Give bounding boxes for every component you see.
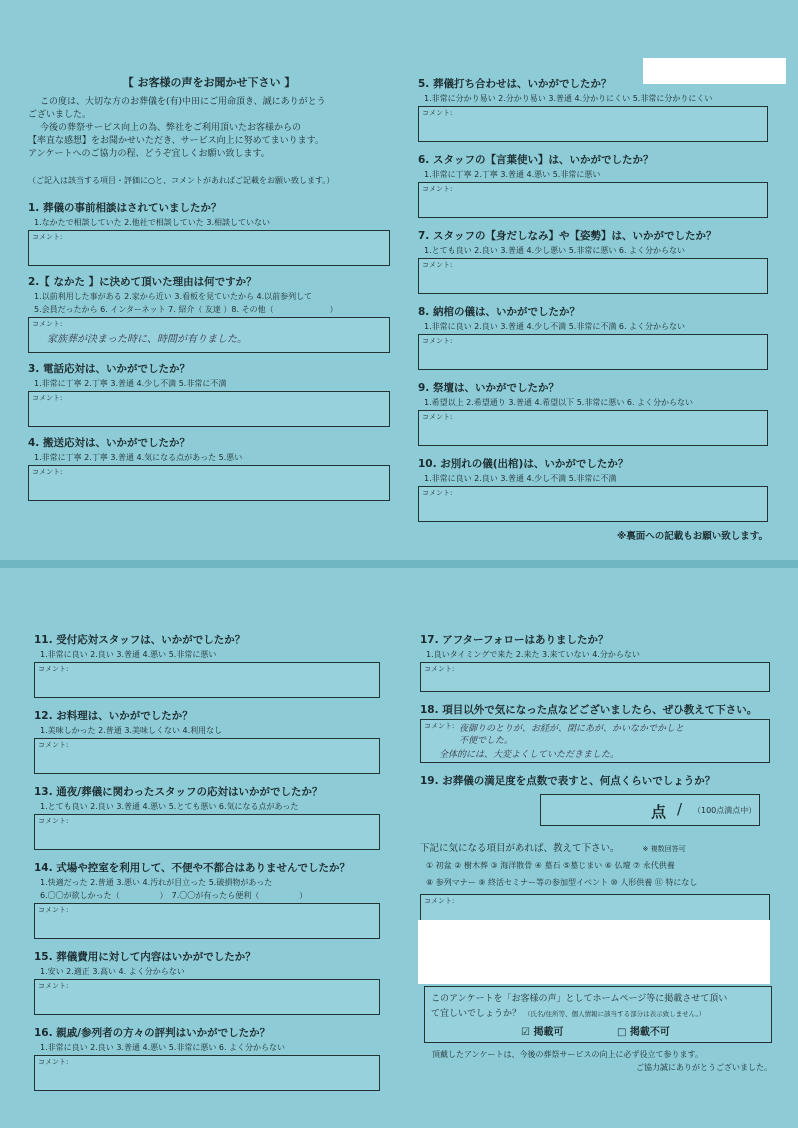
question-options[interactable]: 1.安い 2.適正 3.高い 4. よく分からない [40,967,185,976]
publish-consent-box [424,986,772,1043]
comment-box[interactable] [28,230,390,266]
comment-label: コメント: [38,817,69,825]
comment-box[interactable] [420,719,770,763]
question-options[interactable]: 1.なかたで相談していた 2.他社で相談していた 3.相談していない [34,218,270,227]
comment-label: コメント: [32,320,63,328]
question-15 [34,949,380,1015]
comment-box[interactable] [418,410,768,446]
concern-options-row-2[interactable]: ⑧ 参列マナー ⑨ 終活セミナー等の参加型イベント ⑩ 人形供養 ⑪ 特になし [426,878,698,887]
comment-box[interactable] [418,486,768,522]
comment-label: コメント: [424,665,455,673]
question-4 [28,435,390,501]
question-13 [34,784,380,850]
question-options[interactable]: 1.非常に丁寧 2.丁寧 3.普通 4.気になる点があった 5.悪い [34,453,243,462]
question-options[interactable]: 1.非常に良い 2.良い 3.普通 4.悪い 5.非常に悪い 6. よく分からない [40,1043,286,1052]
comment-box[interactable] [34,738,380,774]
score-max: （100点満点中） [693,806,757,815]
question-8 [418,304,768,370]
question-options[interactable]: 1.美味しかった 2.普通 3.美味しくない 4.利用なし [40,726,223,735]
question-19 [420,773,770,826]
question-options[interactable]: 1.希望以上 2.希望通り 3.普通 4.希望以下 5.非常に悪い 6. よく分からない [424,398,694,407]
comment-label: コメント: [32,233,63,241]
redacted-box [418,920,770,984]
comment-box[interactable] [420,662,770,692]
question-options[interactable]: 1.非常に良い 2.良い 3.普通 4.少し不満 5.非常に不満 [424,474,617,483]
comment-label: コメント: [38,906,69,914]
question-2 [28,274,390,353]
concern-lead [420,840,770,854]
publish-section [424,986,772,1073]
handwritten-comment: 家族葬が決まった時に、時間が有りました。 [47,334,247,345]
intro-line-3: 今後の葬祭サービス向上の為、弊社をご利用頂いたお客様からの [40,123,302,133]
score-slash: / [677,800,683,818]
question-12 [34,708,380,774]
publish-question-line-2 [431,1006,765,1019]
score-unit: 点 [651,803,667,821]
comment-label: コメント: [422,185,453,193]
question-text: 6. スタッフの【言葉使い】は、いかがでしたか？ [418,154,654,166]
question-options-2[interactable]: 5.会員だったから 6. インターネット 7. 紹介（ 友達 ）8. その他（ ） [34,305,338,314]
publish-question-2: て宜しいでしょうか？ [431,1009,522,1019]
question-text: 10. お別れの儀(出棺)は、いかがでしたか？ [418,458,629,470]
question-text: 15. 葬儀費用に対して内容はいかがでしたか？ [34,951,256,963]
question-11 [34,632,380,698]
question-text: 8. 納棺の儀は、いかがでしたか？ [418,306,580,318]
intro-line-1: この度は、大切な方のお葬儀を(有)中田にご用命頂き、誠にありがとう [40,97,326,107]
comment-box[interactable] [34,979,380,1015]
question-text: 19. お葬儀の満足度を点数で表すと、何点くらいでしょうか？ [420,775,716,787]
question-6 [418,152,768,218]
comment-box[interactable] [28,317,390,353]
question-3 [28,361,390,427]
comment-box[interactable] [34,1055,380,1091]
question-text: 13. 通夜/葬儀に関わったスタッフの応対はいかがでしたか？ [34,786,323,798]
publish-ng-checkbox[interactable]: □ 掲載不可 [616,1027,670,1038]
question-options-2[interactable]: 6.〇〇が欲しかった（ ） 7.〇〇が有ったら便利（ ） [40,891,308,900]
comment-box[interactable] [418,258,768,294]
question-5 [418,76,768,142]
back-left-column [34,632,380,1097]
question-options[interactable]: 1.とても良い 2.良い 3.普通 4.少し悪い 5.非常に悪い 6. よく分からない [424,246,686,255]
question-text: 9. 祭壇は、いかがでしたか？ [418,382,559,394]
front-left-column [28,74,390,507]
survey-title: 【 お客様の声をお聞かせ下さい 】 [122,76,296,89]
question-text: 4. 搬送応対は、いかがでしたか？ [28,437,190,449]
intro-line-4: 【率直な感想】をお聞かせいただき、サービス向上に努めてまいります。 [28,136,324,146]
question-text: 1. 葬儀の事前相談はされていましたか？ [28,202,222,214]
comment-box[interactable] [34,903,380,939]
comment-label: コメント: [38,982,69,990]
question-options[interactable]: 1.とても良い 2.良い 3.普通 4.悪い 5.とても悪い 6.気になる点があった [40,802,299,811]
question-text: 18. 項目以外で気になった点などございましたら、ぜひ教えて下さい。 [420,704,758,716]
comment-label: コメント: [422,489,453,497]
comment-label: コメント: [424,897,455,905]
question-text: 5. 葬儀打ち合わせは、いかがでしたか？ [418,78,612,90]
comment-label: コメント: [422,413,453,421]
comment-box[interactable] [28,391,390,427]
score-box[interactable] [540,794,760,826]
comment-box[interactable] [34,662,380,698]
comment-label: コメント: [422,337,453,345]
question-18 [420,702,770,763]
comment-label: コメント: [38,665,69,673]
comment-label: コメント: [32,468,63,476]
handwritten-comment-2: 不便でした。 [459,736,514,746]
question-9 [418,380,768,446]
thanks-line-1: 頂戴したアンケートは、今後の葬祭サービスの向上に必ず役立て参ります。 [432,1050,703,1059]
comment-label: コメント: [32,394,63,402]
question-options[interactable]: 1.快適だった 2.普通 3.悪い 4.汚れが目立った 5.破損物があった [40,878,273,887]
comment-box[interactable] [34,814,380,850]
concern-multi: ※ 複数回答可 [642,845,686,853]
question-options[interactable]: 1.非常に良い 2.良い 3.普通 4.悪い 5.非常に悪い [40,650,217,659]
question-options[interactable]: 1.非常に丁寧 2.丁寧 3.普通 4.少し不満 5.非常に不満 [34,379,227,388]
intro-line-5: アンケートへのご協力の程、どうぞ宜しくお願い致します。 [28,149,270,159]
comment-label: コメント: [424,722,455,730]
instruction-note: （ご記入は該当する項目・評価に○と、コメントがあればご記載をお願い致します。） [28,176,335,185]
question-text: 11. 受付応対スタッフは、いかがでしたか？ [34,634,246,646]
question-options[interactable]: 1.以前利用した事がある 2.家から近い 3.看板を見ていたから 4.以前参列して [34,292,313,301]
question-options[interactable]: 1.非常に良い 2.良い 3.普通 4.少し不満 5.非常に不満 6. よく分からない [424,322,686,331]
question-14 [34,860,380,939]
question-text: 3. 電話応対は、いかがでしたか？ [28,363,190,375]
handwritten-comment-3: 全体的には、大変よくしていただきました。 [439,750,620,760]
question-text: 17. アフターフォローはありましたか？ [420,634,609,646]
publish-note: （氏名/住所等、個人情報に該当する部分は表示致しません。） [523,1010,706,1018]
page-divider [0,560,798,568]
back-right-column [420,632,770,928]
question-options[interactable]: 1.非常に丁寧 2.丁寧 3.普通 4.悪い 5.非常に悪い [424,170,601,179]
question-text: 16. 親戚/参列者の方々の評判はいかがでしたか？ [34,1027,271,1039]
comment-box[interactable] [418,182,768,218]
question-text: 14. 式場や控室を利用して、不便や不都合はありませんでしたか？ [34,862,351,874]
back-side-note: ※裏面への記載もお願い致します。 [617,531,768,542]
handwritten-comment-1: 夜御りのとりが、お経が、閉にあが、かいなかでかしと [459,724,685,734]
question-7 [418,228,768,294]
comment-label: コメント: [38,1058,69,1066]
comment-label: コメント: [422,109,453,117]
front-right-column [418,76,768,542]
question-options[interactable]: 1.良いタイミングで来た 2.来た 3.来ていない 4.分からない [426,650,640,659]
comment-label: コメント: [422,261,453,269]
question-options[interactable]: 1.非常に分かり易い 2.分かり易い 3.普通 4.分かりにくい 5.非常に分かりにくい [424,94,713,103]
comment-box[interactable] [418,334,768,370]
comment-box[interactable] [28,465,390,501]
question-1 [28,200,390,266]
question-text: 7. スタッフの【身だしなみ】や【姿勢】は、いかがでしたか？ [418,230,717,242]
question-text: 12. お料理は、いかがでしたか？ [34,710,193,722]
concern-section [420,840,770,928]
concern-lead-text: 下記に気になる項目があれば、教えて下さい。 [420,843,620,854]
question-text: 2.【 なかた 】に決めて頂いた理由は何ですか？ [28,276,257,288]
publish-ok-checkbox[interactable]: ☑ 掲載可 [521,1027,564,1038]
thanks-line-2: ご協力誠にありがとうございました。 [636,1063,772,1072]
question-10 [418,456,768,522]
intro-line-2: ございました。 [28,110,92,120]
concern-options-row-1[interactable]: ① 初盆 ② 樹木葬 ③ 海洋散骨 ④ 墓石 ⑤墓じまい ⑥ 仏壇 ⑦ 永代供養 [426,861,675,870]
question-16 [34,1025,380,1091]
publish-choices [431,1023,765,1038]
comment-box[interactable] [418,106,768,142]
comment-label: コメント: [38,741,69,749]
question-17 [420,632,770,692]
publish-question-1: このアンケートを「お客様の声」としてホームページ等に掲載させて頂い [431,994,728,1004]
